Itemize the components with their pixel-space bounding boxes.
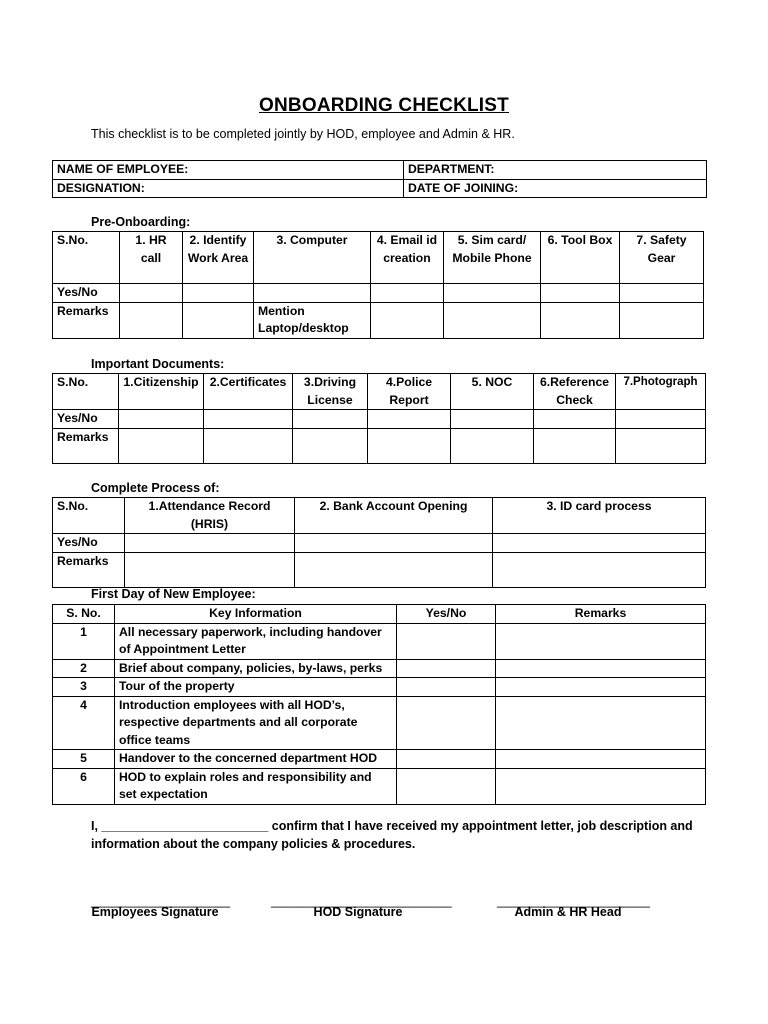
table-row: [53, 302, 704, 338]
remarks-cell[interactable]: [496, 678, 706, 697]
name-of-employee-field[interactable]: NAME OF EMPLOYEE:: [53, 161, 404, 180]
input-cell[interactable]: [125, 534, 295, 553]
key-information: HOD to explain roles and responsibility and set expectation: [115, 768, 397, 804]
confirmation-statement: I, ________________________ confirm that I have received my appointment letter, job description and information about the company policies & procedures.: [91, 819, 693, 851]
header-cell: S.No.: [53, 498, 125, 534]
input-cell[interactable]: [371, 302, 444, 338]
input-cell[interactable]: [293, 428, 368, 463]
input-cell[interactable]: [541, 302, 620, 338]
employee-signature-line[interactable]: ____________________: [91, 894, 231, 908]
input-cell[interactable]: [368, 428, 451, 463]
remarks-cell[interactable]: [496, 623, 706, 659]
computer-remark[interactable]: Mention Laptop/desktop: [254, 302, 371, 338]
remarks-cell[interactable]: [496, 768, 706, 804]
designation-field[interactable]: DESIGNATION:: [53, 179, 404, 198]
header-cell: 4. Email id creation: [371, 232, 444, 284]
input-cell[interactable]: [204, 428, 293, 463]
yes-no-cell[interactable]: [397, 696, 496, 750]
table-row: [53, 696, 706, 750]
input-cell[interactable]: [183, 284, 254, 303]
header-cell: 6.Reference Check: [534, 374, 616, 410]
complete-process-heading: Complete Process of:: [91, 481, 220, 495]
table-row: [53, 428, 706, 463]
input-cell[interactable]: [534, 428, 616, 463]
input-cell[interactable]: [493, 534, 706, 553]
input-cell[interactable]: [371, 284, 444, 303]
yes-no-cell[interactable]: [397, 659, 496, 678]
yes-no-cell[interactable]: [397, 750, 496, 769]
hod-signature-line[interactable]: __________________________: [271, 894, 452, 908]
input-cell[interactable]: [620, 302, 704, 338]
intro-text: This checklist is to be completed jointly by HOD, employee and Admin & HR.: [91, 127, 515, 141]
table-row: [53, 374, 706, 410]
table-row: [53, 284, 704, 303]
input-cell[interactable]: [254, 284, 371, 303]
yes-no-cell[interactable]: [397, 623, 496, 659]
input-cell[interactable]: [620, 284, 704, 303]
header-cell: 6. Tool Box: [541, 232, 620, 284]
header-cell: 1.Attendance Record (HRIS): [125, 498, 295, 534]
table-row: [53, 534, 706, 553]
page-title: ONBOARDING CHECKLIST: [259, 95, 509, 116]
header-cell: 4.Police Report: [368, 374, 451, 410]
table-row: [53, 605, 706, 624]
first-day-table: [52, 604, 706, 805]
row-number: 5: [53, 750, 115, 769]
input-cell[interactable]: [119, 410, 204, 429]
department-field[interactable]: DEPARTMENT:: [404, 161, 707, 180]
header-cell: S.No.: [53, 232, 120, 284]
input-cell[interactable]: [293, 410, 368, 429]
admin-hr-signature-line[interactable]: ______________________: [497, 894, 650, 908]
header-cell: S. No.: [53, 605, 115, 624]
input-cell[interactable]: [444, 284, 541, 303]
yes-no-cell[interactable]: [397, 678, 496, 697]
input-cell[interactable]: [295, 534, 493, 553]
employee-signature-label: Employees Signature: [91, 905, 219, 919]
header-cell: S.No.: [53, 374, 119, 410]
key-information: Tour of the property: [115, 678, 397, 697]
first-day-heading: First Day of New Employee:: [91, 587, 256, 601]
header-cell: 2. Identify Work Area: [183, 232, 254, 284]
input-cell[interactable]: [541, 284, 620, 303]
row-label: Remarks: [53, 302, 120, 338]
header-cell: 1. HR call: [120, 232, 183, 284]
table-row: [53, 623, 706, 659]
table-row: [53, 552, 706, 587]
row-label: Yes/No: [53, 410, 119, 429]
input-cell[interactable]: [534, 410, 616, 429]
header-cell: Key Information: [115, 605, 397, 624]
input-cell[interactable]: [204, 410, 293, 429]
row-number: 6: [53, 768, 115, 804]
input-cell[interactable]: [295, 552, 493, 587]
admin-hr-signature-label: Admin & HR Head: [514, 905, 622, 919]
input-cell[interactable]: [451, 410, 534, 429]
complete-process-table: [52, 497, 706, 588]
input-cell[interactable]: [616, 410, 706, 429]
header-cell: 7. Safety Gear: [620, 232, 704, 284]
important-documents-table: [52, 373, 706, 464]
input-cell[interactable]: [119, 428, 204, 463]
table-row: [53, 232, 704, 284]
header-cell: 3. Computer: [254, 232, 371, 284]
row-number: 4: [53, 696, 115, 750]
header-cell: 3.Driving License: [293, 374, 368, 410]
row-label: Yes/No: [53, 284, 120, 303]
input-cell[interactable]: [368, 410, 451, 429]
header-cell: 3. ID card process: [493, 498, 706, 534]
input-cell[interactable]: [451, 428, 534, 463]
key-information: Introduction employees with all HOD’s, respective departments and all corporate office teams: [115, 696, 397, 750]
yes-no-cell[interactable]: [397, 768, 496, 804]
input-cell[interactable]: [125, 552, 295, 587]
header-cell: 5. Sim card/ Mobile Phone: [444, 232, 541, 284]
table-row: [53, 498, 706, 534]
input-cell[interactable]: [444, 302, 541, 338]
header-cell: 7.Photograph: [616, 374, 706, 410]
header-cell: 1.Citizenship: [119, 374, 204, 410]
header-cell: Yes/No: [397, 605, 496, 624]
key-information: Handover to the concerned department HOD: [115, 750, 397, 769]
hod-signature-label: HOD Signature: [313, 905, 403, 919]
remarks-cell[interactable]: [496, 696, 706, 750]
key-information: All necessary paperwork, including handover of Appointment Letter: [115, 623, 397, 659]
header-cell: Remarks: [496, 605, 706, 624]
table-row: [53, 659, 706, 678]
input-cell[interactable]: [183, 302, 254, 338]
table-row: [53, 678, 706, 697]
input-cell[interactable]: [120, 302, 183, 338]
row-label: Remarks: [53, 552, 125, 587]
important-documents-heading: Important Documents:: [91, 357, 225, 371]
row-number: 1: [53, 623, 115, 659]
date-of-joining-field[interactable]: DATE OF JOINING:: [404, 179, 707, 198]
header-cell: 2. Bank Account Opening: [295, 498, 493, 534]
row-number: 2: [53, 659, 115, 678]
remarks-cell[interactable]: [496, 750, 706, 769]
header-cell: 2.Certificates: [204, 374, 293, 410]
row-number: 3: [53, 678, 115, 697]
table-row: [53, 410, 706, 429]
header-cell: 5. NOC: [451, 374, 534, 410]
table-row: [53, 750, 706, 769]
pre-onboarding-table: [52, 231, 704, 339]
remarks-cell[interactable]: [496, 659, 706, 678]
employee-info-table: [52, 160, 707, 198]
input-cell[interactable]: [493, 552, 706, 587]
table-row: [53, 768, 706, 804]
row-label: Remarks: [53, 428, 119, 463]
pre-onboarding-heading: Pre-Onboarding:: [91, 215, 191, 229]
input-cell[interactable]: [616, 428, 706, 463]
key-information: Brief about company, policies, by-laws, perks: [115, 659, 397, 678]
input-cell[interactable]: [120, 284, 183, 303]
row-label: Yes/No: [53, 534, 125, 553]
